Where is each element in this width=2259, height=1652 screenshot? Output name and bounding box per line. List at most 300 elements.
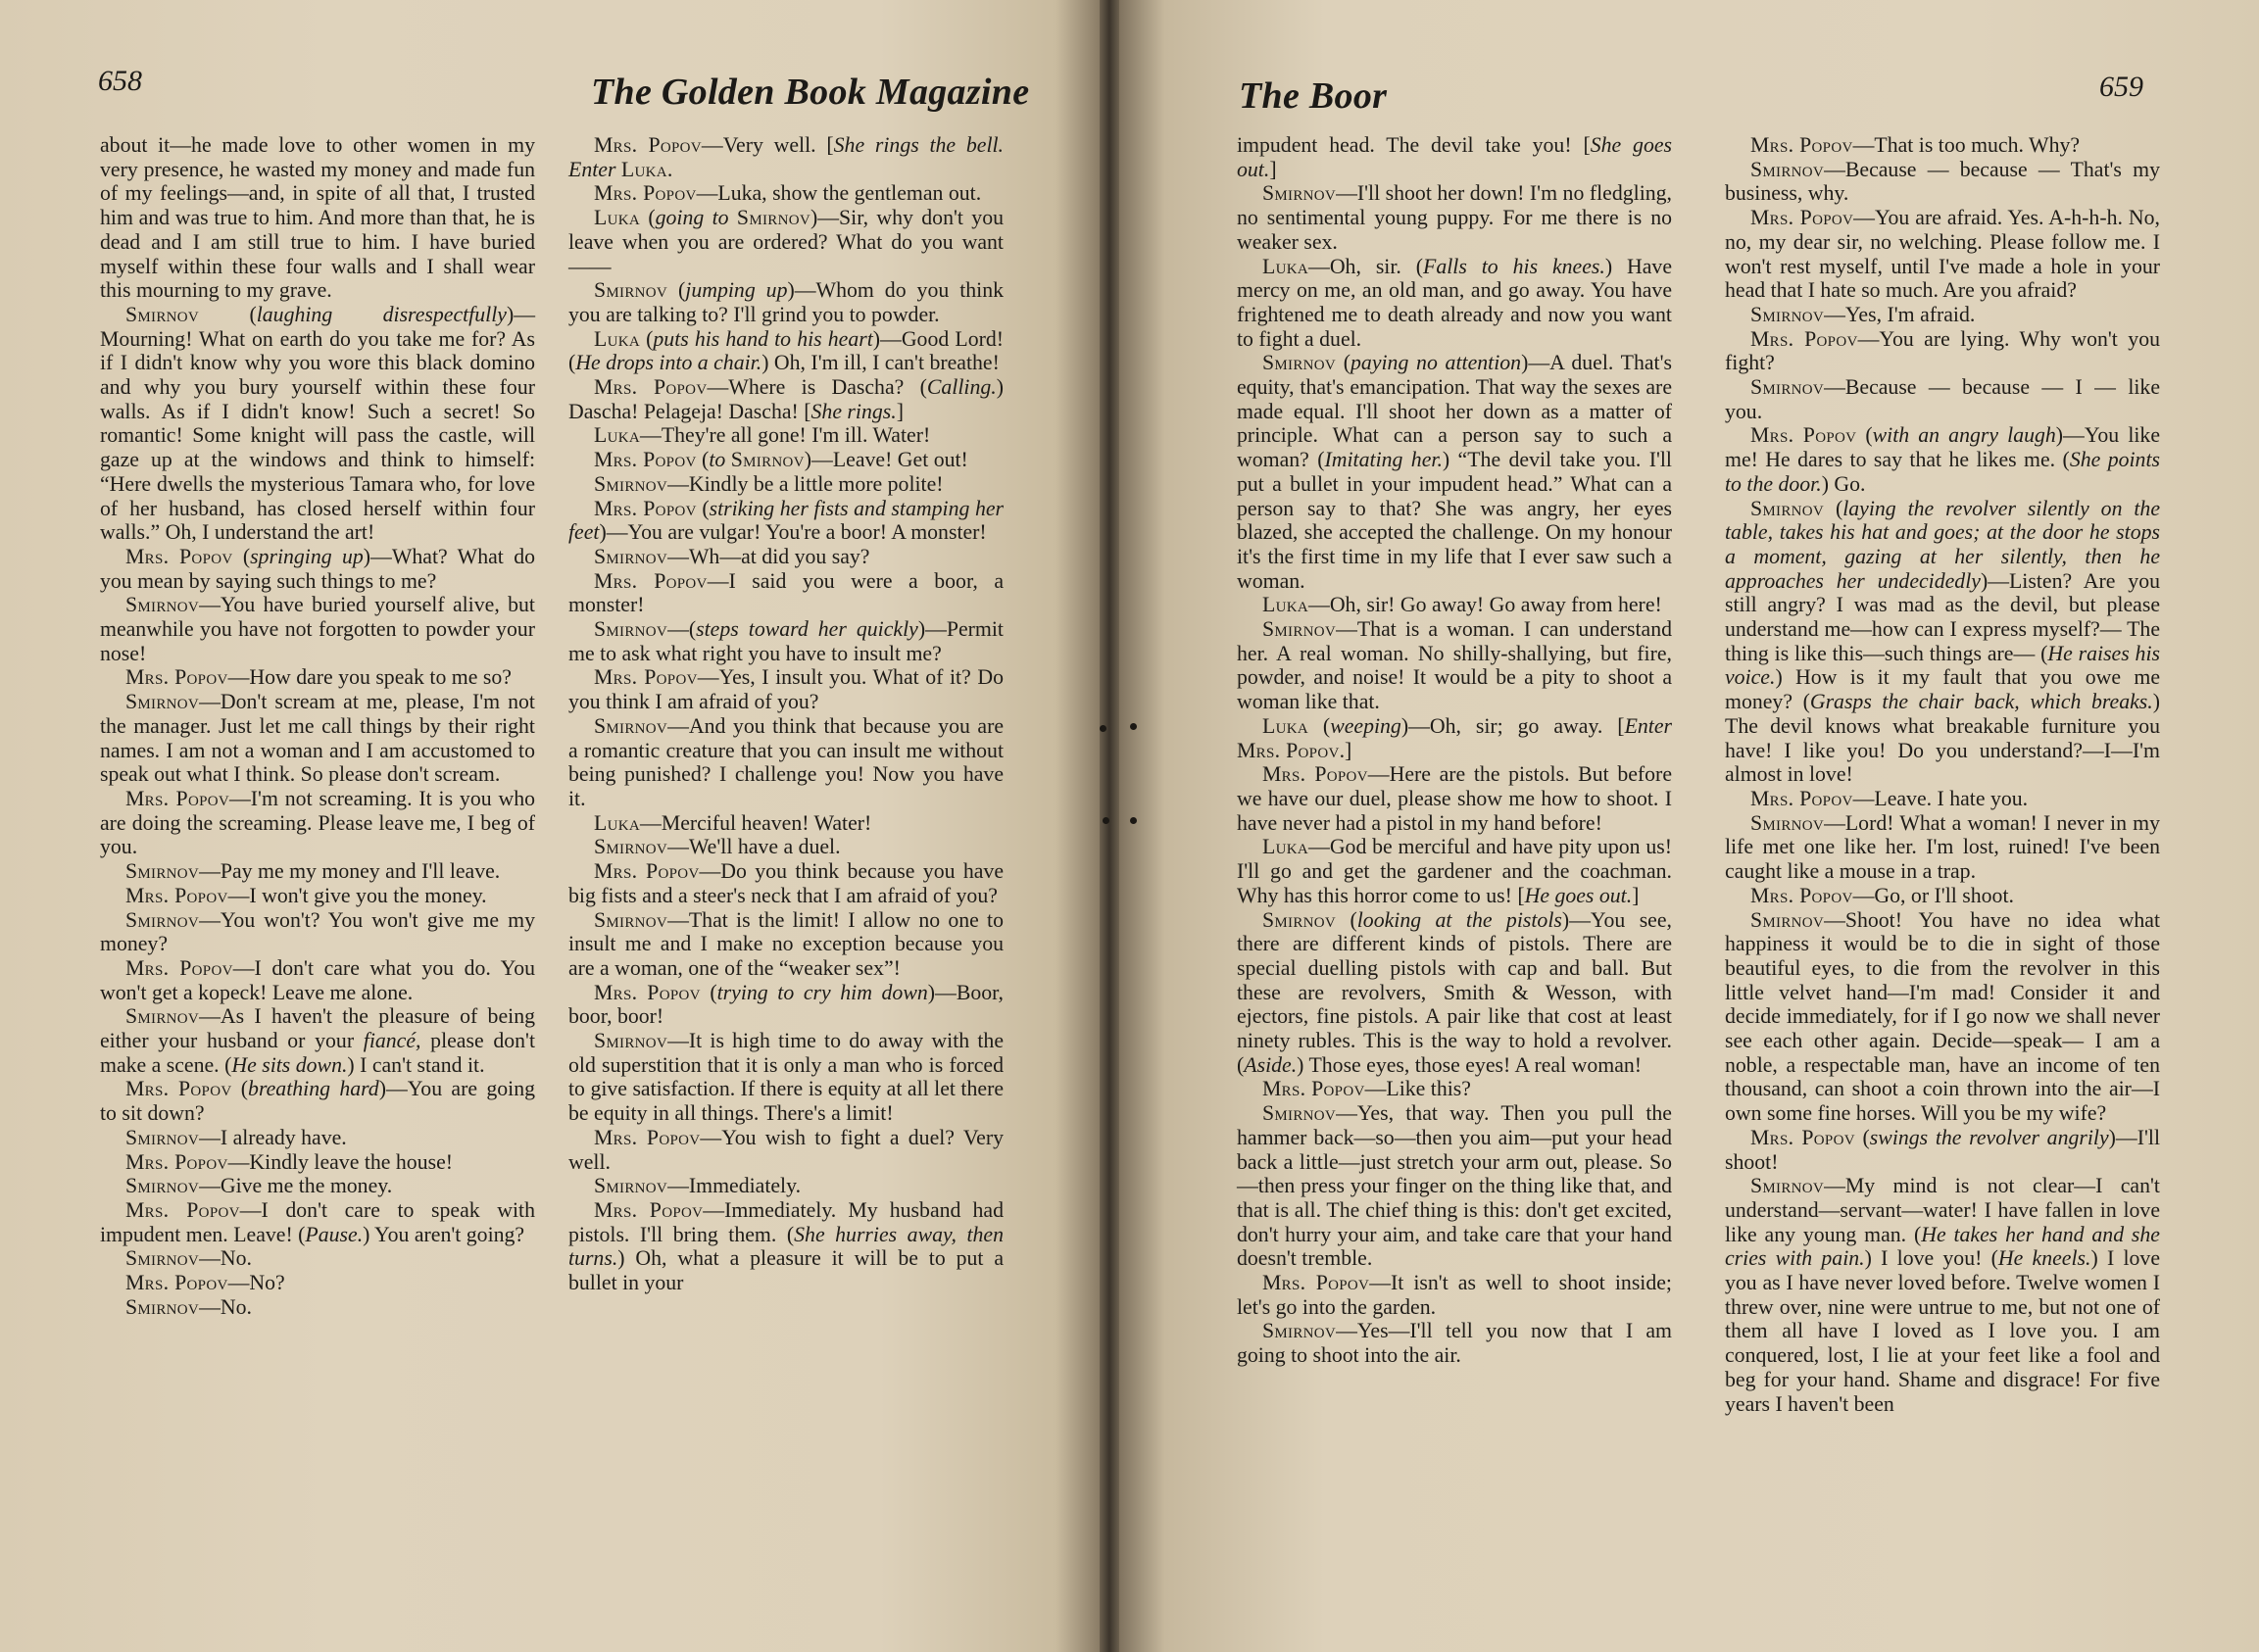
dialogue-text: —Merciful heaven! Water! (640, 810, 872, 835)
dialogue-text: ) Have mercy on me, an old man, and go away. You have frightened me to death already and now you want to fight a duel. (1237, 254, 1672, 351)
dialogue-text: ) You aren't going? (363, 1222, 525, 1246)
stage-direction: Falls to his knees. (1423, 254, 1605, 278)
dialogue-paragraph (100, 1174, 535, 1198)
speaker-name: Smirnov (594, 544, 668, 568)
speaker-name: Mrs. Popov (125, 1149, 228, 1174)
speaker-name: Smirnov (594, 713, 668, 738)
dialogue-text: )—You like me! He dares to say that he likes me. ( (1725, 423, 2160, 472)
speaker-name: Mrs. Popov (594, 181, 697, 206)
stage-direction: Enter (1624, 713, 1672, 738)
stage-direction: trying to cry him down (716, 980, 928, 1004)
dialogue-paragraph (568, 206, 1004, 278)
dialogue-text: —Kindly leave the house! (227, 1149, 454, 1174)
dialogue-paragraph (568, 908, 1004, 981)
dialogue-text: —That is the limit! I allow no one to insult me and I make no exception because you are a woman, one of the “weaker sex”! (568, 907, 1004, 980)
left-page (0, 0, 1100, 1652)
speaker-name: Mrs. Popov (1750, 883, 1853, 907)
dialogue-text: ( (1336, 907, 1357, 932)
dialogue-text: ( (640, 206, 656, 230)
dialogue-text: —Give me the money. (199, 1174, 393, 1198)
speaker-name: Smirnov (125, 593, 200, 617)
stage-direction: She rings. (810, 399, 897, 423)
dialogue-text: —Do you think because you have big fists and a steer's neck that I am afraid of you? (568, 859, 1004, 907)
speaker-name: Mrs. Popov (1262, 1077, 1365, 1101)
dialogue-text: —You have buried yourself alive, but meanwhile you have not forgotten to powder your nose! (100, 593, 535, 665)
dialogue-text: impudent head. The devil take you! [ (1237, 133, 1591, 157)
dialogue-paragraph (568, 811, 1004, 836)
speaker-name: Smirnov (594, 907, 668, 932)
speaker-name: Smirnov (1262, 1101, 1337, 1126)
speaker-name: Luka (1262, 254, 1309, 278)
dialogue-text: )—You see, there are different kinds of pistols. There are special duelling pistols with cap and ball. But these are revolvers, Smith & Wesson, with ejectors, fine pistols. A pair like that cost at least ninety rubles. This is the way to hold a revolver. ( (1237, 907, 1672, 1077)
dialogue-paragraph (1725, 787, 2160, 811)
speaker-name: Mrs. Popov (594, 859, 700, 884)
speaker-name: Smirnov (736, 206, 810, 230)
speaker-name: Smirnov (594, 835, 668, 859)
speaker-name: Smirnov (1750, 496, 1825, 520)
dialogue-paragraph (568, 835, 1004, 859)
speaker-name: Mrs. Popov (125, 544, 233, 568)
dialogue-text: —I already have. (199, 1125, 347, 1149)
stage-direction: He raises his voice. (1725, 641, 2160, 690)
stage-direction: going to (655, 206, 737, 230)
speaker-name: Smirnov (125, 859, 200, 884)
dialogue-text: )—I'll shoot! (1725, 1125, 2160, 1174)
dialogue-text: —And you think that because you are a romantic creature that you can insult me without being punished? I challenge you! Now you have it. (568, 713, 1004, 810)
dialogue-text: —As I haven't the pleasure of being either your husband or your (100, 1004, 535, 1053)
dialogue-paragraph (568, 375, 1004, 423)
stage-direction: looking at the pistols (1356, 907, 1562, 932)
dialogue-paragraph (1725, 423, 2160, 496)
dialogue-paragraph (1237, 593, 1672, 617)
speaker-name: Mrs. Popov (1750, 786, 1853, 810)
dialogue-paragraph (1725, 303, 2160, 327)
dialogue-text: ( (231, 1077, 249, 1101)
speaker-name: Mrs. Popov (1750, 133, 1853, 157)
dialogue-paragraph (568, 133, 1004, 181)
dialogue-text: —They're all gone! I'm ill. Water! (640, 423, 931, 448)
dialogue-text: —I'll shoot her down! I'm no fledgling, no sentimental young puppy. For me there is no weaker sex. (1237, 181, 1672, 254)
stage-direction: Calling. (926, 375, 997, 400)
dialogue-text: —My mind is not clear—I can't understand—servant—water! I have fallen in love like any young man. ( (1725, 1174, 2160, 1246)
dialogue-text: ) Dascha! Pelageja! Dascha! [ (568, 375, 1004, 423)
speaker-name: Smirnov (125, 1004, 200, 1029)
dialogue-text: ) “The devil take you. I'll put a bullet in your impudent head.” What can a person say to that? She was angry, her eyes blazed, she accepted the challenge. On my honour it's the first time in my life that I ever saw such a woman. (1237, 448, 1672, 593)
speaker-name: Smirnov (1262, 907, 1337, 932)
dialogue-paragraph (568, 617, 1004, 665)
dialogue-text: ( (1854, 1125, 1870, 1149)
dialogue-text: —I said you were a boor, a monster! (568, 568, 1004, 617)
dialogue-paragraph (100, 133, 535, 303)
dialogue-text: —You are afraid. Yes. A-h-h-h. No, no, my dear sir, no welching. Please follow me. I won't rest myself, until I've made a hole in your head that I hate so much. Are you afraid? (1725, 206, 2161, 303)
dialogue-paragraph (1725, 206, 2160, 303)
speaker-name: Smirnov (1750, 1174, 1825, 1198)
dialogue-paragraph (568, 1029, 1004, 1126)
speaker-name: Smirnov (125, 1125, 200, 1149)
stage-direction: Pause. (305, 1222, 364, 1246)
dialogue-text: —That is a woman. I can understand her. A real woman. No shilly-shallying, but fire, powder, and noise! It would be a pity to shoot a woman like that. (1237, 617, 1672, 714)
dialogue-text: —Yes, that way. Then you pull the hammer back—so—then you aim—put your head back a little—just stretch your arm out, please. So—then press your finger on the thing like that, and that is all. The chief thing is this: don't get excited, don't hurry your aim, and take care that your hand doesn't tremble. (1237, 1101, 1672, 1271)
dialogue-text: ) Oh, what a pleasure it will be to put a bullet in your (568, 1246, 1004, 1295)
speaker-name: Mrs. Popov (125, 955, 233, 980)
dialogue-paragraph (568, 569, 1004, 617)
speaker-name: Mrs. Popov (1262, 1271, 1370, 1295)
dialogue-paragraph (568, 665, 1004, 713)
stage-direction: She hurries away, then turns. (568, 1222, 1004, 1271)
running-title-left: The Golden Book Magazine (591, 72, 1030, 113)
dialogue-text: —( (667, 617, 697, 642)
dialogue-text: )—Good Lord! ( (568, 326, 1005, 375)
stage-direction: striking her fists and stamping her feet (568, 496, 1005, 545)
speaker-name: Mrs. Popov (594, 665, 698, 690)
right-page-column-2 (1725, 133, 2160, 1416)
dialogue-text: )—Listen? Are you still angry? I was mad as the devil, but please understand me—how can I express myself?— The thing is like this—such things are— ( (1725, 568, 2160, 665)
speaker-name: Mrs. Popov (1237, 738, 1340, 762)
right-page-column-1 (1237, 133, 1672, 1368)
dialogue-text: )—Whom do you think you are talking to? I'll grind you to powder. (568, 278, 1005, 326)
dialogue-text: ( (640, 326, 654, 351)
speaker-name: Mrs. Popov (125, 786, 229, 810)
dialogue-text: . (666, 157, 673, 181)
dialogue-text: )—Oh, sir; go away. [ (1400, 713, 1625, 738)
page-number-right: 659 (2099, 71, 2143, 103)
dialogue-text: )—Permit me to ask what right you have to insult me? (568, 617, 1004, 665)
speaker-name: Smirnov (125, 907, 200, 932)
dialogue-paragraph (100, 956, 535, 1004)
dialogue-paragraph (568, 1126, 1004, 1174)
dialogue-paragraph (1725, 1174, 2160, 1416)
dialogue-text: —You wish to fight a duel? Very well. (568, 1125, 1004, 1174)
dialogue-paragraph (100, 908, 535, 956)
dialogue-text: —Where is Dascha? ( (707, 375, 927, 400)
dialogue-text: —I'm not screaming. It is you who are doing the screaming. Please leave me, I beg of you. (100, 786, 536, 859)
dialogue-text: —Leave. I hate you. (1852, 786, 2029, 810)
speaker-name: Mrs. Popov (1750, 326, 1858, 351)
dialogue-text: ) I can't stand it. (347, 1052, 485, 1077)
dialogue-paragraph (100, 1271, 535, 1295)
book-gutter (1100, 0, 1119, 1652)
dialogue-paragraph (1237, 255, 1672, 352)
dialogue-paragraph (568, 497, 1004, 545)
dialogue-paragraph (568, 1198, 1004, 1295)
speaker-name: Mrs. Popov (594, 375, 708, 400)
dialogue-text: —Like this? (1364, 1077, 1471, 1101)
dialogue-text: ) I love you as I have never loved before. Twelve women I threw over, nine were untrue to me, but not one of them all have I loved as I love you. I am conquered, lost, I lie at your feet like a fool and beg for your hand. Shame and disgrace! For five years I haven't been (1725, 1246, 2160, 1416)
dialogue-text: ) The devil knows what breakable furniture you have! I like you! Do you understand?—I—I'm almost in love! (1725, 690, 2160, 787)
speaker-name: Luka (1262, 713, 1309, 738)
speaker-name: Smirnov (594, 471, 668, 496)
stage-direction: She points to the door. (1725, 448, 2160, 496)
dialogue-text: )—Boor, boor, boor! (568, 980, 1005, 1029)
dialogue-paragraph (100, 1004, 535, 1077)
dialogue-paragraph (568, 448, 1004, 472)
stage-direction: to (709, 448, 731, 472)
dialogue-text: )—What? What do you mean by saying such things to me? (100, 544, 535, 593)
stage-direction: with an angry laugh (1872, 423, 2056, 448)
dialogue-text: —Oh, sir. ( (1308, 254, 1424, 278)
dialogue-text: —Lord! What a woman! I never in my life met one like her. I'm lost, ruined! I've been caught like a mouse in a trap. (1725, 810, 2160, 884)
speaker-name: Luka (1262, 593, 1309, 617)
binding-stitch-mark (1100, 725, 1106, 732)
dialogue-text: ) How is it my fault that you owe me money? ( (1725, 665, 2160, 714)
dialogue-text: ) Go. (1821, 471, 1866, 496)
dialogue-text: —Because — because — That's my business, why. (1725, 157, 2160, 206)
stage-direction: She rings the bell. Enter (568, 133, 1005, 181)
speaker-name: Mrs. Popov (1262, 762, 1368, 787)
right-page (1119, 0, 2259, 1652)
speaker-name: Smirnov (125, 1174, 200, 1198)
dialogue-text: ( (667, 278, 686, 303)
speaker-name: Smirnov (125, 1294, 200, 1319)
dialogue-paragraph (100, 303, 535, 545)
speaker-name: Mrs. Popov (594, 1125, 701, 1149)
dialogue-paragraph (568, 278, 1004, 326)
dialogue-text: ( (1308, 713, 1331, 738)
dialogue-paragraph (1725, 908, 2160, 1126)
dialogue-text: —You are lying. Why won't you fight? (1725, 326, 2160, 375)
dialogue-paragraph (100, 690, 535, 787)
speaker-name: Smirnov (1262, 1319, 1337, 1343)
stage-direction: Imitating her. (1324, 448, 1443, 472)
dialogue-paragraph (100, 593, 535, 665)
speaker-name: Smirnov (1262, 617, 1337, 642)
stage-direction: steps toward her quickly (696, 617, 918, 642)
dialogue-paragraph (1237, 181, 1672, 254)
dialogue-text: ( (696, 448, 710, 472)
stage-direction: breathing hard (248, 1077, 379, 1101)
dialogue-paragraph (100, 1246, 535, 1271)
speaker-name: Mrs. Popov (594, 1197, 704, 1222)
speaker-name: Smirnov (125, 302, 200, 326)
speaker-name: Smirnov (1750, 907, 1825, 932)
dialogue-text: —Here are the pistols. But before we have our duel, please show me how to shoot. I have never had a pistol in my hand before! (1237, 762, 1672, 835)
dialogue-paragraph (1237, 1271, 1672, 1319)
stage-direction: laughing disrespectfully (256, 302, 507, 326)
dialogue-paragraph (1237, 714, 1672, 762)
dialogue-text: )—You are going to sit down? (100, 1077, 535, 1126)
dialogue-paragraph (1725, 327, 2160, 375)
dialogue-text: —Wh—at did you say? (667, 544, 870, 568)
speaker-name: Smirnov (594, 1174, 668, 1198)
dialogue-paragraph (100, 665, 535, 690)
left-page-column-1 (100, 133, 535, 1319)
dialogue-paragraph (1237, 133, 1672, 181)
dialogue-paragraph (568, 714, 1004, 811)
dialogue-text: —Kindly be a little more polite! (667, 471, 944, 496)
dialogue-paragraph (568, 545, 1004, 569)
speaker-name: Luka (594, 206, 641, 230)
dialogue-text: —Go, or I'll shoot. (1852, 883, 2014, 907)
dialogue-text: .] (1339, 738, 1352, 762)
speaker-name: Smirnov (594, 1029, 668, 1053)
dialogue-paragraph (1725, 158, 2160, 206)
stage-direction: springing up (250, 544, 364, 568)
speaker-name: Mrs. Popov (594, 568, 708, 593)
dialogue-text: —Don't scream at me, please, I'm not the manager. Just let me call things by their right names. I am not a woman and I am accustomed to speak out what I think. So please don't scream. (100, 690, 535, 787)
dialogue-text: —Because — because — I — like you. (1725, 375, 2160, 423)
binding-stitch-mark (1130, 723, 1137, 730)
dialogue-text: —No. (199, 1294, 252, 1319)
speaker-name: Mrs. Popov (125, 1197, 240, 1222)
speaker-name: Luka (594, 326, 641, 351)
dialogue-paragraph (100, 787, 535, 859)
dialogue-text: —Yes, I'm afraid. (1824, 302, 1976, 326)
dialogue-paragraph (1725, 884, 2160, 908)
dialogue-paragraph (100, 1295, 535, 1320)
dialogue-paragraph (1725, 811, 2160, 884)
dialogue-paragraph (568, 423, 1004, 448)
speaker-name: Mrs. Popov (594, 133, 702, 157)
dialogue-text: ) Oh, I'm ill, I can't breathe! (761, 351, 1000, 375)
dialogue-paragraph (1725, 375, 2160, 423)
dialogue-paragraph (1237, 908, 1672, 1078)
dialogue-paragraph (100, 1126, 535, 1150)
stage-direction: jumping up (685, 278, 788, 303)
dialogue-paragraph (1237, 617, 1672, 714)
dialogue-paragraph (100, 859, 535, 884)
left-page-column-2 (568, 133, 1004, 1295)
dialogue-paragraph (568, 327, 1004, 375)
stage-direction: puts his hand to his heart (653, 326, 873, 351)
dialogue-paragraph (100, 1150, 535, 1175)
dialogue-text: —It isn't as well to shoot inside; let's go into the garden. (1237, 1271, 1672, 1319)
dialogue-paragraph (568, 981, 1004, 1029)
dialogue-text: —Shoot! You have no idea what happiness it would be to die in sight of those beautiful eyes, to die from the revolver in this little velvet hand—I'm mad! Consider it and decide immediately, for if I go now we shall never see each other again. Decide—speak— I am a noble, a respectable man, have an income of ten thousand, can shoot a coin thrown into the air—I own some fine horses. Will you be my wife? (1725, 907, 2160, 1126)
stage-direction: laying the revolver silently on the table, takes his hat and goes; at the door he stops a moment, gazing at her silently, then he approaches her undecidedly (1725, 496, 2160, 593)
speaker-name: Mrs. Popov (1750, 423, 1857, 448)
dialogue-paragraph (100, 1077, 535, 1125)
dialogue-paragraph (1237, 762, 1672, 835)
stage-direction: weeping (1330, 713, 1401, 738)
stage-direction: Grasps the chair back, which breaks. (1809, 690, 2153, 714)
dialogue-paragraph (1237, 351, 1672, 593)
dialogue-paragraph (100, 884, 535, 908)
speaker-name: Luka (620, 157, 667, 181)
dialogue-text: ] (896, 399, 904, 423)
dialogue-text: ( (1336, 351, 1351, 375)
dialogue-text: —I won't give you the money. (227, 883, 487, 907)
page-number-left: 658 (98, 65, 142, 97)
stage-direction: She goes out. (1237, 133, 1673, 181)
dialogue-text: —It is high time to do away with the old superstition that it is only a man who is forced to give satisfaction. If there is equity at all let there be equity in all things. There's a limit! (568, 1029, 1004, 1126)
dialogue-paragraph (100, 1198, 535, 1246)
speaker-name: Luka (1262, 835, 1309, 859)
speaker-name: Smirnov (594, 278, 668, 303)
speaker-name: Mrs. Popov (1750, 1125, 1855, 1149)
dialogue-text: —Pay me my money and I'll leave. (199, 859, 501, 884)
speaker-name: Mrs. Popov (594, 496, 697, 520)
dialogue-paragraph (1237, 1101, 1672, 1271)
dialogue-text: —God be merciful and have pity upon us! I'll go and get the gardener and the coachman. Why has this horror come to us! [ (1237, 835, 1672, 907)
dialogue-text: —Oh, sir! Go away! Go away from here! (1308, 593, 1662, 617)
stage-direction: He drops into a chair. (575, 351, 762, 375)
speaker-name: Luka (594, 423, 641, 448)
binding-stitch-mark (1130, 817, 1137, 824)
speaker-name: Luka (594, 810, 641, 835)
dialogue-text: —How dare you speak to me so? (227, 665, 512, 690)
dialogue-text: ( (700, 980, 717, 1004)
dialogue-text: about it—he made love to other women in my very presence, he wasted my money and made fun of my feelings—and, in spite of all that, I trusted him and was true to him. And more than that, he is dead and I am still true to him. I have buried myself within these four walls and I shall wear this mourning to my grave. (100, 133, 535, 303)
dialogue-text: ( (1824, 496, 1843, 520)
dialogue-text: )—Leave! Get out! (804, 448, 968, 472)
dialogue-text: ( (199, 302, 257, 326)
dialogue-text: ] (1269, 157, 1277, 181)
stage-direction: He kneels. (1997, 1246, 2091, 1271)
dialogue-text: )—You are vulgar! You're a boor! A monster! (599, 520, 987, 545)
speaker-name: Smirnov (1262, 181, 1337, 206)
dialogue-text: —Immediately. (667, 1174, 802, 1198)
speaker-name: Smirnov (1750, 375, 1825, 400)
stage-direction: swings the revolver angrily (1869, 1125, 2109, 1149)
running-title-right: The Boor (1239, 75, 1388, 117)
speaker-name: Mrs. Popov (125, 1271, 228, 1295)
dialogue-text: )—A duel. That's equity, that's emancipation. That way the sexes are made equal. I'll shoot her down as a matter of principle. What can a person say to such a woman? ( (1237, 351, 1672, 472)
speaker-name: Smirnov (125, 690, 200, 714)
stage-direction: Aside. (1244, 1052, 1298, 1077)
dialogue-paragraph (1237, 835, 1672, 907)
speaker-name: Mrs. Popov (594, 980, 701, 1004)
stage-direction: paying no attention (1350, 351, 1522, 375)
dialogue-text: )—Mourning! What on earth do you take me for? As if I didn't know why you wore this black domino and why you bury yourself within these four walls. As if I didn't know! Such a secret! So romantic! Some knight will pass the castle, will gaze up at the windows and think to himself: “Here dwells the mysterious Tamara who, for love of her husband, has closed herself within four walls.” Oh, I understand the art! (100, 302, 535, 545)
speaker-name: Mrs. Popov (1750, 206, 1854, 230)
speaker-name: Smirnov (1750, 302, 1825, 326)
dialogue-text: ) Those eyes, those eyes! A real woman! (1297, 1052, 1643, 1077)
speaker-name: Smirnov (1750, 810, 1825, 835)
stage-direction: He takes her hand and she cries with pain. (1725, 1222, 2160, 1271)
dialogue-paragraph (100, 545, 535, 593)
speaker-name: Smirnov (594, 617, 668, 642)
dialogue-paragraph (568, 1174, 1004, 1198)
dialogue-text: ( (232, 544, 251, 568)
dialogue-text: )—Sir, why don't you leave when you are ordered? What do you want—— (568, 206, 1004, 278)
dialogue-text: —Yes—I'll tell you now that I am going to shoot into the air. (1237, 1319, 1672, 1368)
speaker-name: Smirnov (125, 1246, 200, 1271)
binding-stitch-mark (1103, 817, 1109, 824)
dialogue-text: —That is too much. Why? (1852, 133, 2081, 157)
speaker-name: Mrs. Popov (125, 1077, 232, 1101)
dialogue-paragraph (568, 472, 1004, 497)
dialogue-paragraph (1725, 497, 2160, 787)
dialogue-text: ( (696, 496, 710, 520)
dialogue-text: ) I love you! ( (1864, 1246, 1998, 1271)
dialogue-text: —No. (199, 1246, 252, 1271)
speaker-name: Mrs. Popov (125, 883, 228, 907)
dialogue-paragraph (1725, 1126, 2160, 1174)
speaker-name: Smirnov (730, 448, 805, 472)
dialogue-text: —No? (227, 1271, 285, 1295)
speaker-name: Mrs. Popov (594, 448, 697, 472)
dialogue-text: —Immediately. My husband had pistols. I'll bring them. ( (568, 1197, 1005, 1246)
dialogue-text: —Yes, I insult you. What of it? Do you think I am afraid of you? (568, 665, 1004, 714)
dialogue-paragraph (1237, 1319, 1672, 1367)
dialogue-text: —Very well. [ (701, 133, 834, 157)
dialogue-text: —Luka, show the gentleman out. (696, 181, 982, 206)
dialogue-paragraph (568, 181, 1004, 206)
dialogue-text: —You won't? You won't give me my money? (100, 907, 535, 956)
dialogue-paragraph (1725, 133, 2160, 158)
dialogue-text: ( (1856, 423, 1873, 448)
speaker-name: Mrs. Popov (125, 665, 228, 690)
stage-direction: He sits down. (231, 1052, 348, 1077)
dialogue-text: —We'll have a duel. (667, 835, 841, 859)
dialogue-text: please don't make a scene. ( (100, 1029, 535, 1077)
stage-direction: fiancé, (363, 1029, 421, 1053)
dialogue-paragraph (1237, 1077, 1672, 1101)
speaker-name: Smirnov (1750, 157, 1825, 181)
dialogue-text: —I don't care to speak with impudent men. Leave! ( (100, 1197, 535, 1246)
dialogue-text: ] (1632, 883, 1640, 907)
stage-direction: He goes out. (1524, 883, 1633, 907)
